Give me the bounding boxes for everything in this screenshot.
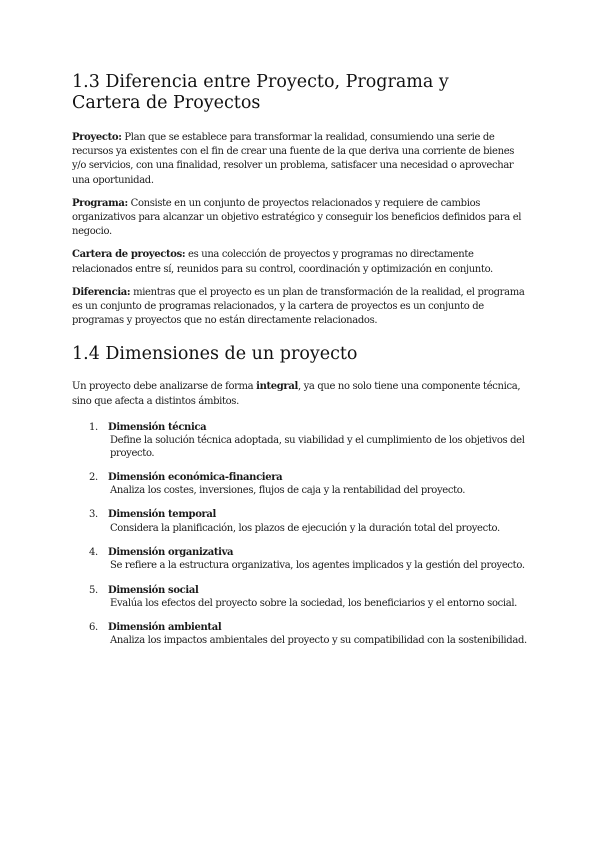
intro-after: , ya que no solo tiene una componente técnica, sino que afecta a distintos ámbitos. (72, 381, 521, 407)
dimension-title: Dimensión ambiental (108, 622, 222, 634)
list-number: 6. (89, 622, 98, 634)
list-number: 2. (89, 471, 98, 483)
dimension-title: Dimensión económica-financiera (108, 471, 283, 483)
dimension-desc: Evalúa los efectos del proyecto sobre la sociedad, los beneficiarios y el entorno social. (110, 597, 518, 609)
dimension-title: Dimensión organizativa (108, 546, 234, 558)
paragraph-proyecto (72, 131, 527, 188)
list-item (72, 508, 527, 535)
dimension-desc: Considera la planificación, los plazos de ejecución y la duración total del proyecto. (110, 522, 500, 534)
term-programa: Programa: (72, 197, 128, 209)
paragraph-intro-dimensiones (72, 380, 527, 408)
list-number: 4. (89, 546, 98, 558)
dimension-desc: Define la solución técnica adoptada, su viabilidad y el cumplimiento de los objetivos del proyecto. (110, 435, 525, 460)
term-cartera: Cartera de proyectos: (72, 249, 186, 261)
dimensions-list (72, 421, 527, 648)
list-item (72, 421, 527, 461)
text-programa: Consiste en un conjunto de proyectos relacionados y requiere de cambios organizativos para alcanzar un objetivo estratégico y conseguir los beneficios definidos para el negocio. (72, 197, 522, 238)
list-item (72, 621, 527, 648)
list-number: 3. (89, 509, 98, 521)
term-proyecto: Proyecto: (72, 132, 122, 143)
dimension-title: Dimensión temporal (108, 509, 217, 521)
paragraph-diferencia (72, 286, 527, 329)
list-number: 5. (89, 584, 98, 596)
list-number: 1. (89, 421, 98, 433)
list-item (72, 584, 527, 611)
paragraph-programa (72, 197, 527, 240)
text-cartera: es una colección de proyectos y programas no directamente relacionados entre sí, reunidos para su control, coordinación y optimización en conjunto. (72, 249, 493, 275)
intro-bold: integral (256, 381, 298, 393)
list-item (72, 471, 527, 498)
dimension-title: Dimensión social (108, 584, 199, 596)
dimension-title: Dimensión técnica (108, 421, 207, 433)
paragraph-cartera (72, 248, 527, 276)
dimension-desc: Se refiere a la estructura organizativa, los agentes implicados y la gestión del proyecto. (110, 560, 525, 572)
intro-before: Un proyecto debe analizarse de forma (72, 381, 257, 393)
section-1-4-heading: 1.4 Dimensiones de un proyecto (72, 344, 358, 365)
dimension-desc: Analiza los costes, inversiones, flujos de caja y la rentabilidad del proyecto. (110, 485, 466, 497)
text-proyecto: Plan que se establece para transformar la realidad, consumiendo una serie de recursos ya existentes con el fin de crear una fuente de la que deriva una corriente de bienes y/o servicios, con una finalidad, resolver un problema, satisfacer una necesidad o aprovechar una oportunidad. (72, 132, 515, 186)
term-diferencia: Diferencia: (72, 286, 131, 298)
text-diferencia: mientras que el proyecto es un plan de transformación de la realidad, el programa es un conjunto de programas relacionados, y la cartera de proyectos es un conjunto de programas y proyectos que no están directamente relacionados. (72, 286, 525, 327)
dimension-desc: Analiza los impactos ambientales del proyecto y su compatibilidad con la sostenibilidad. (110, 635, 527, 647)
section-1-3-heading: 1.3 Diferencia entre Proyecto, Programa y Cartera de Proyectos (72, 72, 449, 113)
list-item (72, 546, 527, 573)
